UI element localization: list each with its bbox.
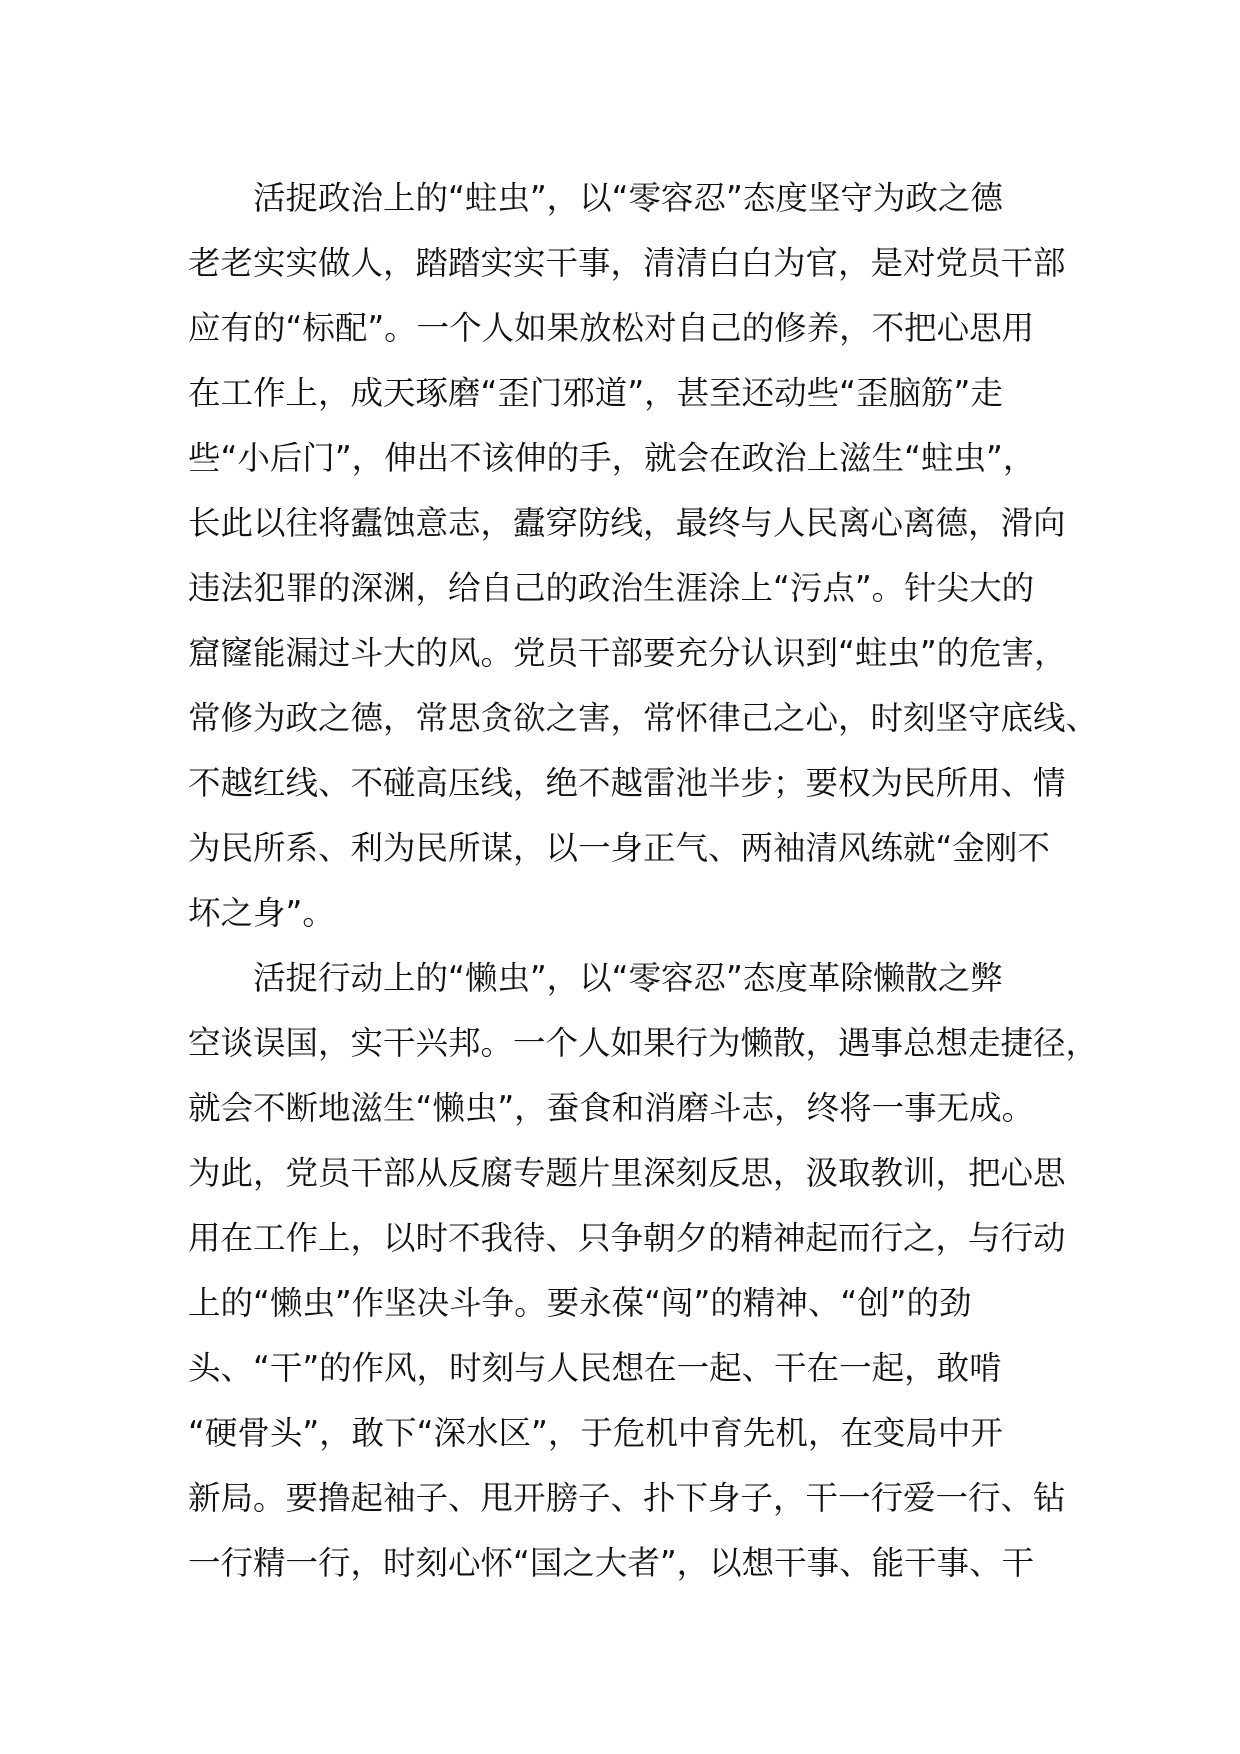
text-line: 新局。要撸起袖子、甩开膀子、扑下身子，干一行爱一行、钻 <box>188 1479 1066 1517</box>
text-line: 为此，党员干部从反腐专题片里深刻反思，汲取教训，把心思 <box>188 1154 1066 1192</box>
text-line: 用在工作上，以时不我待、只争朝夕的精神起而行之，与行动 <box>188 1219 1066 1257</box>
text-line: “硬骨头”，敢下“深水区”，于危机中育先机，在变局中开 <box>188 1414 1003 1452</box>
document-body <box>188 166 1099 1596</box>
text-line: 长此以往将蠹蚀意志，蠹穿防线，最终与人民离心离德，滑向 <box>188 504 1066 542</box>
text-line: 活捉行动上的“懒虫”，以“零容忍”态度革除懒散之弊 <box>188 959 1003 997</box>
text-line: 常修为政之德，常思贪欲之害，常怀律己之心，时刻坚守底线、 <box>188 699 1099 737</box>
text-line: 窟窿能漏过斗大的风。党员干部要充分认识到“蛀虫”的危害， <box>188 634 1067 672</box>
text-line: 应有的“标配”。一个人如果放松对自己的修养，不把心思用 <box>188 309 1035 347</box>
text-line: 一行精一行，时刻心怀“国之大者”，以想干事、能干事、干 <box>188 1544 1035 1582</box>
text-line: 空谈误国，实干兴邦。一个人如果行为懒散，遇事总想走捷径， <box>188 1024 1099 1062</box>
text-line: 在工作上，成天琢磨“歪门邪道”，甚至还动些“歪脑筋”走 <box>188 374 1003 412</box>
text-line: 头、“干”的作风，时刻与人民想在一起、干在一起，敢啃 <box>188 1349 1002 1387</box>
text-line: 为民所系、利为民所谋，以一身正气、两袖清风练就“金刚不 <box>188 829 1050 867</box>
text-line: 些“小后门”，伸出不该伸的手，就会在政治上滋生“蛀虫”， <box>188 439 1036 477</box>
text-line: 不越红线、不碰高压线，绝不越雷池半步；要权为民所用、情 <box>188 764 1066 802</box>
text-line: 老老实实做人，踏踏实实干事，清清白白为官，是对党员干部 <box>188 244 1066 282</box>
text-line: 活捉政治上的“蛀虫”，以“零容忍”态度坚守为政之德 <box>188 179 1003 217</box>
text-line: 上的“懒虫”作坚决斗争。要永葆“闯”的精神、“创”的劲 <box>188 1284 972 1322</box>
text-line: 坏之身”。 <box>188 894 335 932</box>
text-line: 就会不断地滋生“懒虫”，蚕食和消磨斗志，终将一事无成。 <box>188 1089 1035 1127</box>
text-line: 违法犯罪的深渊，给自己的政治生涯涂上“污点”。针尖大的 <box>188 569 1035 607</box>
